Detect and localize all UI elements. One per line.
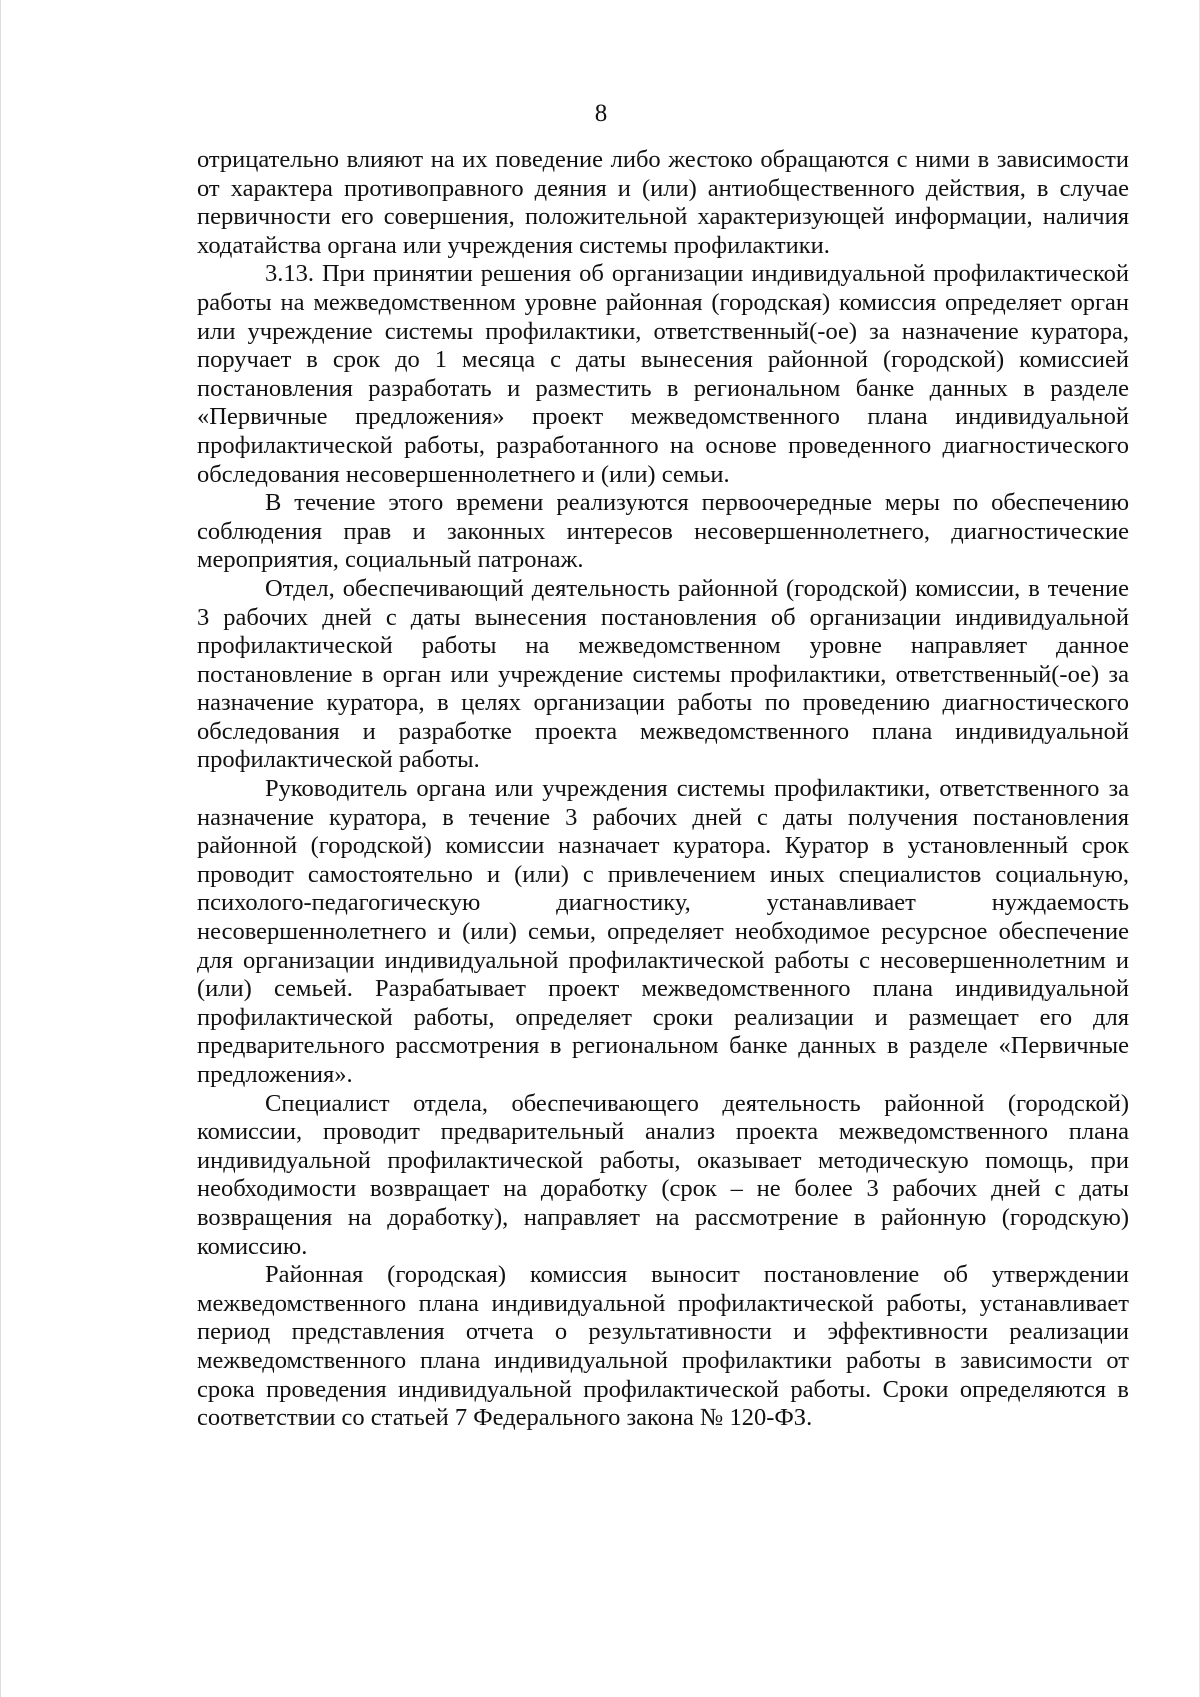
paragraph-section-3-13: 3.13. При принятии решения об организации индивидуальной профилактической работы на межведомственном уровне районная (городская) комиссия определяет орган или учреждение системы профилактики, ответственный(-ое) за назначение куратора, поручает в срок до 1 месяца с даты вынесения районной (городской) комиссией постановления разработать и разместить в региональном банке данных в разделе «Первичные предложения» проект межведомственного плана индивидуальной профилактической работы, разработанного на основе проведенного диагностического обследования несовершеннолетнего и (или) семьи. [197, 260, 1129, 488]
paragraph-curator-appointment: Руководитель органа или учреждения системы профилактики, ответственного за назначение куратора, в течение 3 рабочих дней с даты получения постановления районной (городской) комиссии назначает куратора. Куратор в установленный срок проводит самостоятельно и (или) с привлечением иных специалистов социальную, психолого-педагогическую диагностику, устанавливает нуждаемость несовершеннолетнего и (или) семьи, определяет необходимое ресурсное обеспечение для организации индивидуальной профилактической работы с несовершеннолетним и (или) семьей. Разрабатывает проект межведомственного плана индивидуальной профилактической работы, определяет сроки реализации и размещает его для предварительного рассмотрения в региональном банке данных в разделе «Первичные предложения». [197, 775, 1129, 1088]
paragraph-continuation: отрицательно влияют на их поведение либо жестоко обращаются с ними в зависимости от характера противоправного деяния и (или) антиобщественного действия, в случае первичности его совершения, положительной характеризующей информации, наличия ходатайства органа или учреждения системы профилактики. [197, 146, 1129, 259]
document-body [197, 146, 1129, 1433]
page-number: 8 [594, 100, 608, 127]
paragraph-priority-measures: В течение этого времени реализуются первоочередные меры по обеспечению соблюдения прав и законных интересов несовершеннолетнего, диагностические мероприятия, социальный патронаж. [197, 489, 1129, 574]
paragraph-specialist-review: Специалист отдела, обеспечивающего деятельность районной (городской) комиссии, проводит предварительный анализ проекта межведомственного плана индивидуальной профилактической работы, оказывает методическую помощь, при необходимости возвращает на доработку (срок – не более 3 рабочих дней с даты возвращения на доработку), направляет на рассмотрение в районную (городскую) комиссию. [197, 1089, 1129, 1260]
paragraph-department-forwarding: Отдел, обеспечивающий деятельность районной (городской) комиссии, в течение 3 рабочих дней с даты вынесения постановления об организации индивидуальной профилактической работы на межведомственном уровне направляет данное постановление в орган или учреждение системы профилактики, ответственный(-ое) за назначение куратора, в целях организации работы по проведению диагностического обследования и разработке проекта межведомственного плана индивидуальной профилактической работы. [197, 574, 1129, 774]
paragraph-commission-approval: Районная (городская) комиссия выносит постановление об утверждении межведомственного плана индивидуальной профилактической работы, устанавливает период представления отчета о результативности и эффективности реализации межведомственного плана индивидуальной профилактики работы в зависимости от срока проведения индивидуальной профилактической работы. Сроки определяются в соответствии со статьей 7 Федерального закона № 120-ФЗ. [197, 1261, 1129, 1432]
